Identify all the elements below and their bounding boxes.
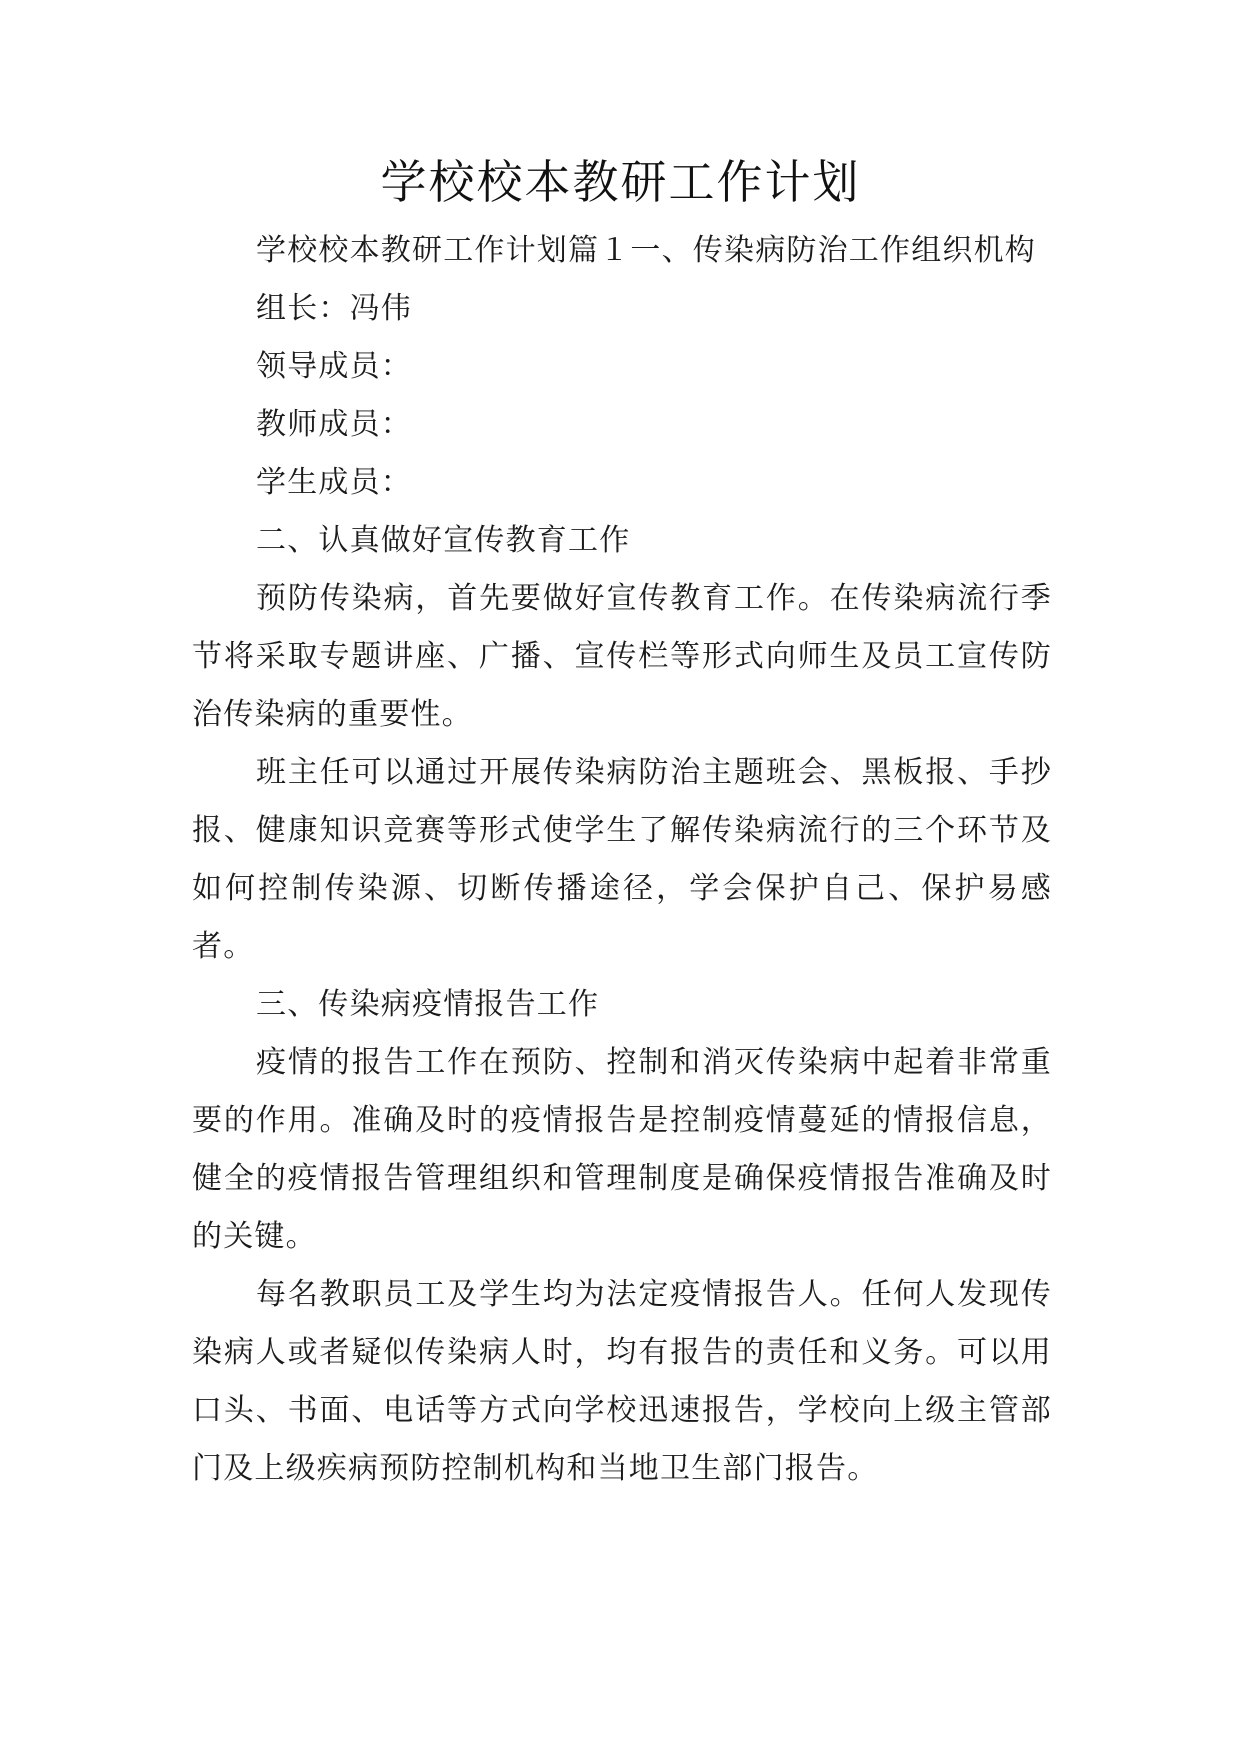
paragraph-reporting-importance: 疫情的报告工作在预防、控制和消灭传染病中起着非常重要的作用。准确及时的疫情报告是控制疫情蔓延的情报信息，健全的疫情报告管理组织和管理制度是确保疫情报告准确及时的关键。 xyxy=(192,1045,1052,1254)
document-title: 学校校本教研工作计划 xyxy=(380,155,861,209)
paragraph-leader: 组长：冯伟 xyxy=(256,291,412,326)
paragraph-publicity: 预防传染病，首先要做好宣传教育工作。在传染病流行季节将采取专题讲座、广播、宣传栏等形式向师生及员工宣传防治传染病的重要性。 xyxy=(192,581,1052,732)
section-heading-publicity: 二、认真做好宣传教育工作 xyxy=(256,523,631,558)
paragraph-intro: 学校校本教研工作计划篇１一、传染病防治工作组织机构 xyxy=(256,233,1036,268)
paragraph-student-members: 学生成员： xyxy=(256,465,412,500)
paragraph-reporting-duty: 每名教职员工及学生均为法定疫情报告人。任何人发现传染病人或者疑似传染病人时，均有报告的责任和义务。可以用口头、书面、电话等方式向学校迅速报告，学校向上级主管部门及上级疾病预防控制机构和当地卫生部门报告。 xyxy=(192,1277,1052,1486)
document-body xyxy=(192,222,1052,1498)
paragraph-teacher-members: 教师成员： xyxy=(256,407,412,442)
paragraph-class-teacher: 班主任可以通过开展传染病防治主题班会、黑板报、手抄报、健康知识竞赛等形式使学生了解传染病流行的三个环节及如何控制传染源、切断传播途径，学会保护自己、保护易感者。 xyxy=(192,755,1052,964)
section-heading-reporting: 三、传染病疫情报告工作 xyxy=(256,987,600,1022)
paragraph-leadership-members: 领导成员： xyxy=(256,349,412,384)
